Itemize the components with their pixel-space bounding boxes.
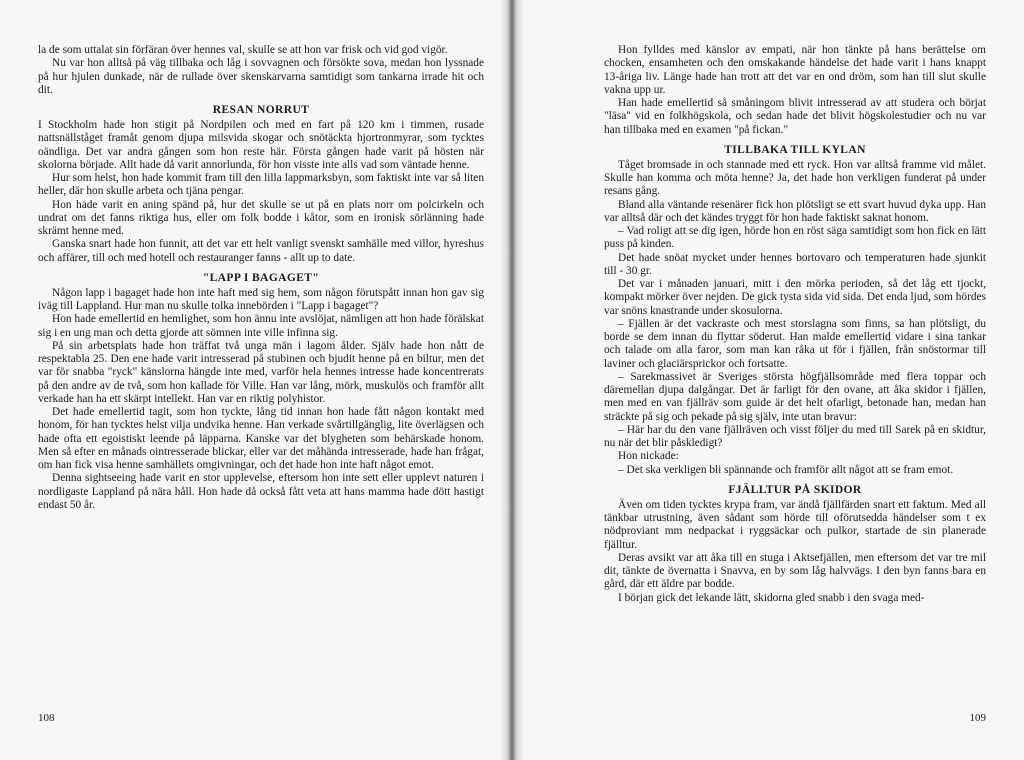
paragraph: Hon nickade: bbox=[618, 450, 679, 463]
left-page bbox=[0, 0, 508, 760]
paragraph: Någon lapp i bagaget hade hon inte haft med sig hem, som någon förutspått innan hon gav sig iväg till Lappland. Hur man nu skulle tolka innebörden i "Lapp i bagaget"? bbox=[38, 286, 484, 312]
paragraph: – Vad roligt att se dig igen, hörde hon en röst säga samtidigt som hon fick en lätt puss på kinden. bbox=[604, 225, 986, 251]
paragraph: Hon fylldes med känslor av empati, när hon tänkte på hans berättelse om chocken, ensamheten och den omskakande händelse det hade varit i hans knappt 13-åriga liv. Länge hade han trott att det var en ond dröm, som han till slut skulle vakna upp ur. bbox=[604, 44, 986, 96]
paragraph: Hon hade emellertid en hemlighet, som hon ännu inte avslöjat, nämligen att hon hade förälskat sig i en ung man och detta gjorde att sömnen inte ville infinna sig. bbox=[38, 313, 484, 339]
right-page bbox=[516, 0, 1024, 760]
page-number-left: 108 bbox=[38, 712, 55, 724]
left-page-text bbox=[38, 44, 484, 512]
paragraph: – Sarekmassivet är Sveriges största högfjällsområde med flera toppar och däremellan djupa dalgångar. Det är farligt för den ovane, att åka skidor i fjällen, men med en van fjällräv som guide är det helt ofarligt, betonade han, medan han sträckte på sig och pekade på sig själv, inte utan bravur: bbox=[604, 370, 986, 423]
paragraph: Det var i månaden januari, mitt i den mörka perioden, så det låg ett tjockt, kompakt mörker över nejden. De gick tysta sida vid sida. Det enda ljud, som hördes var snöns knastrande under skosulorna. bbox=[604, 278, 986, 317]
paragraph: Tåget bromsade in och stannade med ett ryck. Hon var alltså framme vid målet. Skulle han komma och möta henne? Ja, det hade hon verkligen funderat på under resans gång. bbox=[604, 158, 986, 198]
paragraph: Även om tiden tycktes krypa fram, var ändå fjällfärden snart ett faktum. Med all tänkbar utrustning, även sådant som hörde till oförutsedda händelser som t ex nödproviant mm nedpackat i ryggsäckar och pulkor, startade de sin planerade fjälltur. bbox=[604, 498, 986, 551]
paragraph: – Det ska verkligen bli spännande och framför allt något att se fram emot. bbox=[618, 463, 954, 476]
paragraph: Han hade emellertid så småningom blivit intresserad av att studera och börjat "läsa" vid en folkhögskola, och sedan hade det blivit högskolestudier och nu var han tillbaka med en examen "på fickan." bbox=[604, 97, 986, 136]
section-heading: "LAPP I BAGAGET" bbox=[202, 271, 320, 284]
paragraph: – Här har du den vane fjällräven och visst följer du med till Sarek på en skidtur, nu när det blir påskledigt? bbox=[604, 423, 986, 449]
paragraph: Ganska snart hade hon funnit, att det var ett helt vanligt svenskt samhälle med villor, hyreshus och affärer, till och med hotell och restauranger fanns - allt up to date. bbox=[38, 238, 484, 264]
paragraph: Det hade emellertid tagit, som hon tyckte, lång tid innan hon hade fått någon kontakt med honom, för han tycktes helst vilja undvika henne. Han verkade svårtillgänglig, lite överlägsen och hade ofta ett egoistiskt leende på läpparna. Kanske var det blygheten som behärskade honom. Men så efter en månads ointresserade blickar, eller var det måhända intresserade, hade han frågat, om han fick visa henne samhällets omgivningar, och det hade hon inte haft något emot. bbox=[38, 406, 484, 471]
paragraph: Det hade snöat mycket under hennes bortovaro och temperaturen hade sjunkit till - 30 gr. bbox=[604, 251, 986, 277]
paragraph: Nu var hon alltså på väg tillbaka och låg i sovvagnen och försökte sova, medan hon lyssnade på hur hjulen dunkade, när de rullade över skenskarvarna samtidigt som tankarna irrade hit och dit. bbox=[38, 57, 484, 96]
paragraph: På sin arbetsplats hade hon träffat två unga män i lagom ålder. Själv hade hon nått de respektabla 25. Den ene hade varit intresserad på stubinen och bjudit henne på en biltur, men det var för snabba "ryck" känslorna hängde inte med, varför hela hennes intresse hade koncentrerats på den andre av de två, som hon kallade för Ville. Han var lång, mörk, muskulös och framför allt verkade han ha ett skärpt intellekt. Han var en riktig polyhistor. bbox=[38, 339, 484, 405]
paragraph: I början gick det lekande lätt, skidorna gled snabb i den svaga med- bbox=[618, 591, 925, 604]
paragraph: – Fjällen är det vackraste och mest storslagna som finns, sa han plötsligt, du borde se dem innan du flyttar söderut. Han malde emellertid vidare i sina tankar och talade om alla faror, som man kan råka ut för i fjällen, från snöstormar till laviner och glaciärsprickor och fortsatte. bbox=[604, 317, 986, 370]
paragraph: Hon hade varit en aning spänd på, hur det skulle se ut på en plats norr om polcirkeln och undrat om det fanns riktiga hus, eller om folk bodde i kåtor, som en ironisk sörlänning hade skrämt henne med. bbox=[38, 198, 484, 237]
section-heading: TILLBAKA TILL KYLAN bbox=[724, 143, 866, 156]
paragraph: Hur som helst, hon hade kommit fram till den lilla lappmarksbyn, som faktiskt inte var så liten heller, där hon skulle arbeta och tjäna pengar. bbox=[38, 172, 484, 198]
section-heading: RESAN NORRUT bbox=[212, 104, 310, 116]
section-heading: FJÄLLTUR PÅ SKIDOR bbox=[728, 483, 862, 496]
paragraph: la de som uttalat sin förfäran över hennes val, skulle se att hon var frisk och vid god vigör. bbox=[38, 44, 448, 56]
book-gutter bbox=[500, 0, 524, 760]
paragraph: I Stockholm hade hon stigit på Nordpilen och med en fart på 120 km i timmen, rusade nattsnällståget framåt genom djupa milsvida skogar och snötäckta hjortronmyrar, som tycktes oändliga. Det var andra gången som hon reste här. Första gången hade varit på hösten när skolorna började. Allt hade då varit annorlunda, för hon visste inte alls vad som väntade henne. bbox=[38, 119, 484, 171]
paragraph: Deras avsikt var att åka till en stuga i Aktsefjällen, men eftersom det var tre mil dit, tänkte de övernatta i Snavva, en by som låg halvvägs. I den byn fanns bara en gård, där ett äldre par bodde. bbox=[604, 551, 986, 591]
paragraph: Denna sightseeing hade varit en stor upplevelse, eftersom hon inte sett eller upplevt naturen i nordligaste Lappland på nära håll. Hon hade då också fått veta att hans mamma hade dött hastigt endast 50 år. bbox=[38, 472, 484, 511]
right-page-text bbox=[604, 44, 986, 605]
page-number-right: 109 bbox=[969, 712, 986, 724]
paragraph: Bland alla väntande resenärer fick hon plötsligt se ett svart huvud dyka upp. Han var alltså där och det kändes tryggt för hon hade faktiskt saknat honom. bbox=[604, 198, 986, 224]
